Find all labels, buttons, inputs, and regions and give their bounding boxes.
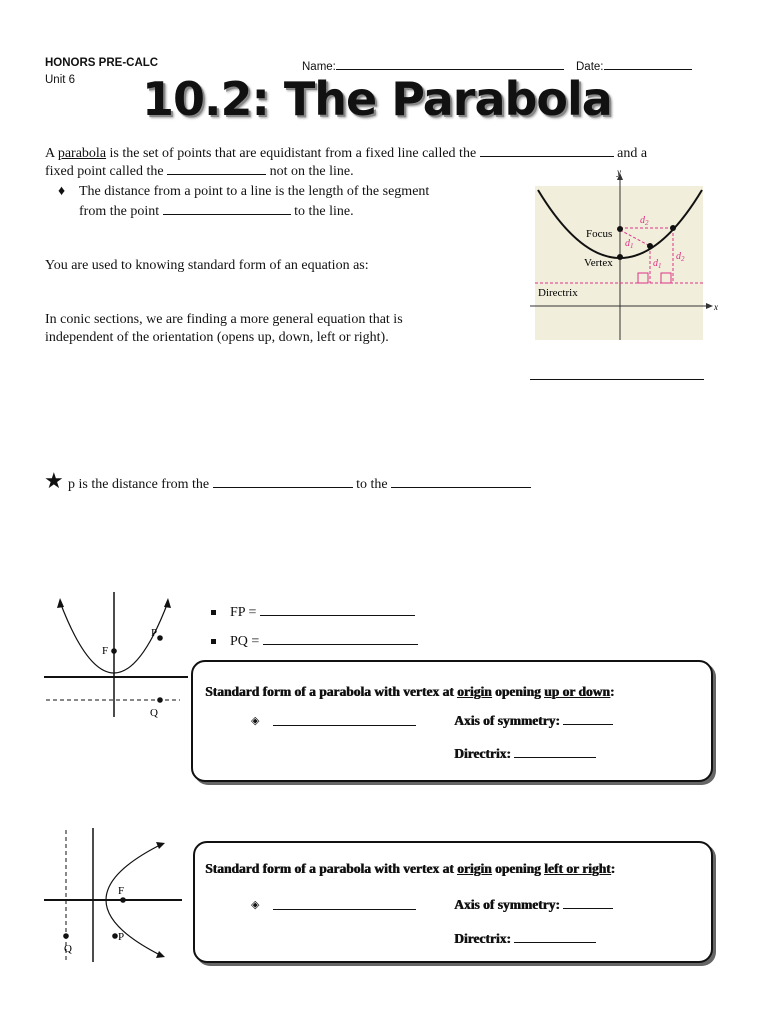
graph-up-arrow-left-icon	[57, 598, 64, 608]
directrix-blank[interactable]	[480, 144, 614, 157]
point-2	[670, 225, 676, 231]
up-down-axis-blank[interactable]	[563, 712, 613, 725]
graph-up-arrow-right-icon	[164, 598, 171, 608]
conic-line2: independent of the orientation (opens up, down, left or right).	[45, 330, 389, 345]
star-icon: ★	[44, 468, 64, 493]
graph-up-q-label: Q	[150, 707, 158, 719]
point-1	[647, 243, 653, 249]
focus-label: Focus	[586, 228, 613, 240]
conic-line1: In conic sections, we are finding a more general equation that is	[45, 312, 403, 327]
p-blank-2[interactable]	[391, 475, 531, 488]
figure-answer-blank[interactable]	[530, 379, 704, 380]
vertex-label: Vertex	[584, 257, 613, 269]
left-right-axis-blank[interactable]	[563, 896, 613, 909]
graph-right-p-label: P	[118, 931, 125, 943]
pq-measure: PQ =	[211, 632, 418, 651]
bullet-line1: The distance from a point to a line is the length of the segment	[79, 184, 430, 199]
graph-up-point-p	[157, 635, 163, 641]
left-right-form-box	[193, 841, 713, 963]
graph-right-focus	[120, 897, 126, 903]
page-title: 10.2: The Parabola	[142, 72, 612, 126]
graph-up-point-q	[157, 697, 163, 703]
graph-right-arrow-top-icon	[156, 842, 165, 849]
date-label: Date:	[576, 61, 604, 73]
up-down-equation-blank[interactable]	[273, 725, 416, 726]
square-bullet-icon	[211, 610, 216, 615]
parabola-term: parabola	[57, 146, 107, 161]
left-right-directrix: Directrix:	[454, 930, 596, 947]
directrix-label: Directrix	[538, 287, 578, 299]
pq-blank[interactable]	[263, 632, 418, 645]
up-down-directrix: Directrix:	[454, 745, 596, 762]
d2-vertical-label: $d_2$	[676, 251, 685, 263]
up-down-form-box	[191, 660, 713, 782]
vertex-point	[617, 254, 623, 260]
d2-top-label: $d_2$	[640, 215, 649, 227]
graph-right-arrow-bottom-icon	[156, 951, 165, 958]
bullet-line2: from the point to the line.	[79, 204, 354, 219]
graph-right-q-label: Q	[64, 943, 72, 955]
graph-right-f-label: F	[118, 885, 125, 897]
definition-line2: fixed point called the not on the line.	[45, 164, 354, 179]
figure-background	[535, 186, 703, 340]
date-field[interactable]	[576, 57, 692, 73]
left-right-directrix-blank[interactable]	[514, 930, 596, 943]
graph-up-p-label: P	[151, 627, 158, 639]
y-label: y	[617, 167, 621, 177]
p-blank-1[interactable]	[213, 475, 353, 488]
x-arrow-icon	[706, 303, 713, 309]
unit-label: Unit 6	[45, 74, 76, 86]
left-right-heading: Standard form of a parabola with vertex at origin opening left or right:	[205, 861, 616, 876]
name-field[interactable]	[302, 57, 564, 73]
focus-point	[617, 226, 623, 232]
name-blank[interactable]	[336, 57, 564, 70]
parabola-definition: A parabola is the set of points that are equidistant from a fixed line called the and a	[45, 146, 648, 161]
graph-right-point-q	[63, 933, 69, 939]
fp-measure: FP =	[211, 603, 415, 622]
parabola-figure	[530, 166, 720, 342]
d1-slant-label: $d_1$	[625, 238, 634, 250]
up-down-directrix-blank[interactable]	[514, 745, 596, 758]
standard-form-text: You are used to knowing standard form of an equation as:	[45, 258, 369, 273]
square-bullet-icon	[211, 639, 216, 644]
graph-up	[40, 592, 190, 722]
up-down-heading: Standard form of a parabola with vertex at origin opening up or down:	[205, 684, 615, 699]
diamond-bullet-icon: ◈	[251, 899, 260, 911]
diamond-bullet-icon: ◈	[251, 715, 260, 727]
left-right-equation-blank[interactable]	[273, 909, 416, 910]
focus-blank[interactable]	[167, 162, 266, 175]
p-definition: p is the distance from the to the	[68, 475, 531, 494]
diamond-bullet-icon: ♦	[58, 184, 66, 199]
up-down-axis: Axis of symmetry:	[454, 712, 613, 729]
date-blank[interactable]	[604, 57, 692, 70]
graph-up-f-label: F	[102, 645, 109, 657]
d1-vertical-label: $d_1$	[653, 258, 662, 270]
x-label: x	[714, 302, 718, 312]
name-label: Name:	[302, 61, 336, 73]
point-blank[interactable]	[163, 202, 291, 215]
fp-blank[interactable]	[260, 603, 415, 616]
graph-right	[40, 828, 190, 964]
left-right-axis: Axis of symmetry:	[454, 896, 613, 913]
course-label: HONORS PRE-CALC	[45, 57, 159, 69]
graph-up-focus	[111, 648, 117, 654]
graph-right-point-p	[112, 933, 118, 939]
